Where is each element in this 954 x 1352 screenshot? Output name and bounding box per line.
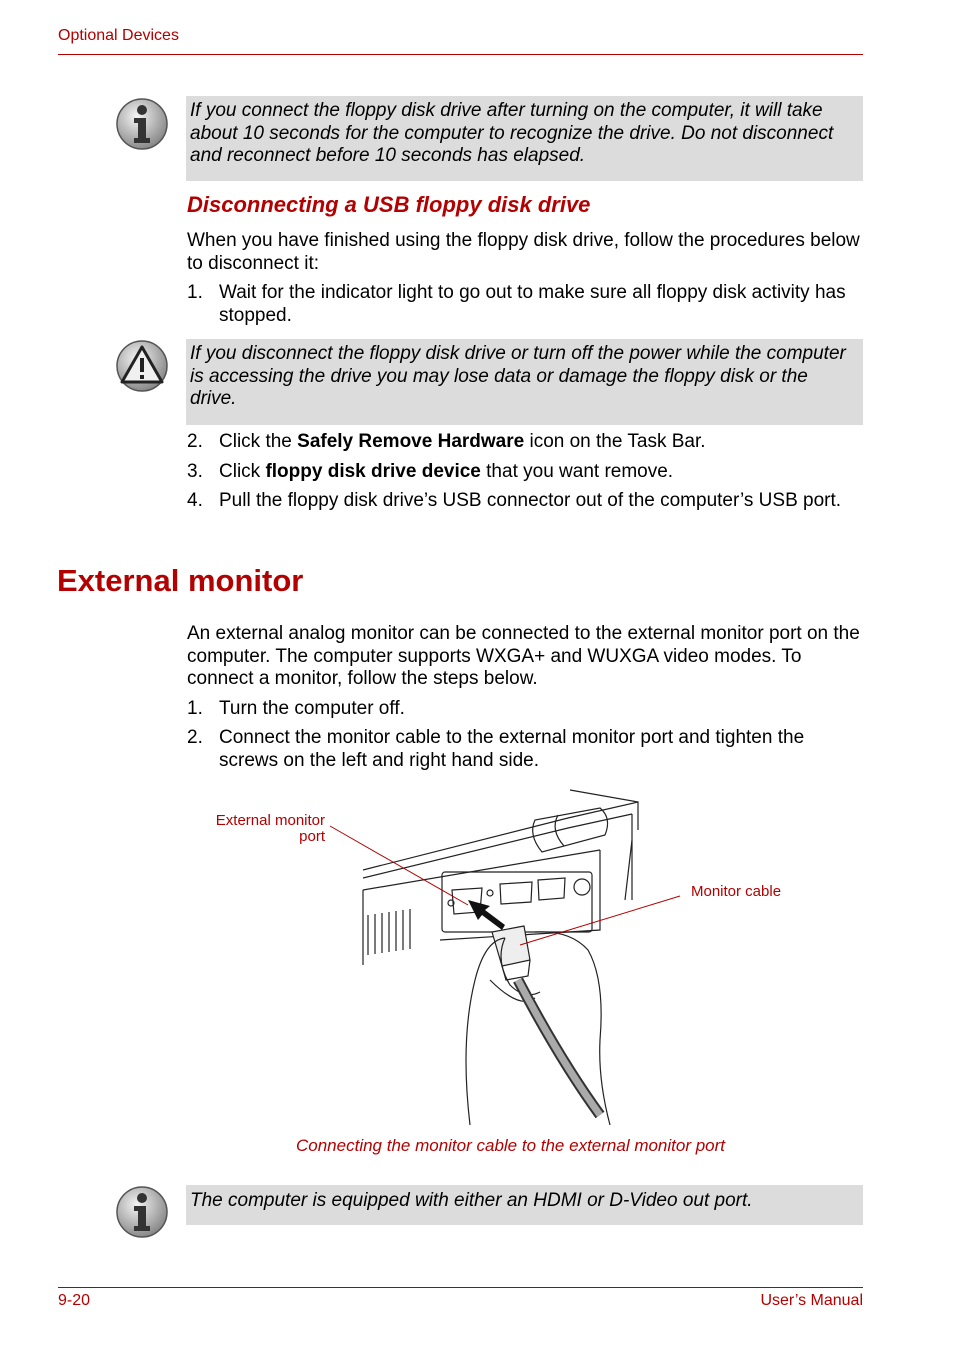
subsection-heading: Disconnecting a USB floppy disk drive [187,192,591,217]
intro-paragraph: When you have finished using the floppy disk drive, follow the procedures below to disconnect it: [187,230,860,274]
running-header: Optional Devices [58,27,179,44]
caution-note: If you disconnect the floppy disk drive or turn off the power while the computer is accessing the drive you may lose data or damage the floppy disk or the drive. [186,339,863,425]
intro-paragraph: An external analog monitor can be connected to the external monitor port on the computer. The computer supports WXGA+ and WUXGA video modes. To connect a monitor, follow the steps below. [187,623,860,689]
info-note: If you connect the floppy disk drive after turning on the computer, it will take about 10 seconds for the computer to recognize the drive. Do not disconnect and reconnect before 10 seconds has elapsed. [186,96,863,181]
info-note: The computer is equipped with either an HDMI or D-Video out port. [186,1185,863,1225]
callout-port: External monitor port [215,812,325,845]
step-text: Connect the monitor cable to the external monitor port and tighten the screws on the left and right hand side. [219,727,805,771]
info-icon [115,1185,169,1239]
footer-rule [58,1287,863,1288]
step-text: Wait for the indicator light to go out to make sure all floppy disk activity has stopped. [219,282,846,326]
step-number: 2. [187,431,203,452]
figure-caption: Connecting the monitor cable to the external monitor port [296,1136,726,1155]
callout-cable: Monitor cable [691,883,782,900]
step-text: Click the Safely Remove Hardware icon on the Task Bar. [219,431,706,452]
step-number: 3. [187,461,203,482]
step-number: 2. [187,727,203,748]
section-heading: External monitor [57,563,304,598]
page-number: 9-20 [58,1292,91,1309]
step-number: 4. [187,490,203,511]
step-text: Turn the computer off. [219,698,405,719]
step-text: Click floppy disk drive device that you want remove. [219,461,674,482]
step-number: 1. [187,698,203,719]
step-number: 1. [187,282,203,303]
step-text: Pull the floppy disk drive’s USB connector out of the computer’s USB port. [219,490,842,511]
manual-title: User’s Manual [760,1292,863,1309]
